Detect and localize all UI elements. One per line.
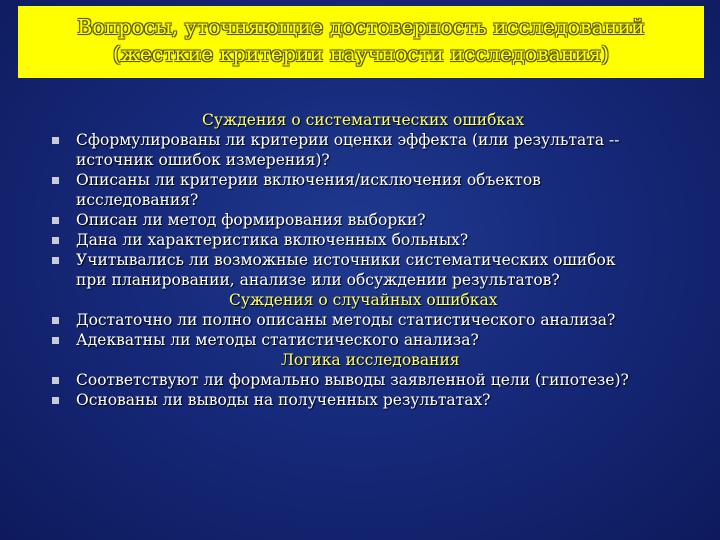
bullet-item [0, 370, 716, 390]
square-bullet-icon [52, 377, 59, 384]
bullet-item-text: Достаточно ли полно описаны методы статистического анализа? [76, 311, 616, 329]
section-heading-systematic [0, 110, 720, 130]
bullet-item [0, 170, 716, 210]
slide-title-line-2: (жесткие критерии научности исследования) [112, 42, 610, 66]
bullet-item [0, 210, 716, 230]
square-bullet-icon [52, 257, 59, 264]
bullet-item [0, 310, 716, 330]
square-bullet-icon [52, 237, 59, 244]
square-bullet-icon [52, 177, 59, 184]
slide-title-line-1: Вопросы, уточняющие достоверность исследований [77, 15, 645, 39]
section-heading-text: Логика исследования [281, 351, 460, 369]
square-bullet-icon [52, 397, 59, 404]
bullet-item-text: Описаны ли критерии включения/исключения объектов [76, 171, 541, 189]
slide-content [0, 110, 720, 410]
square-bullet-icon [52, 137, 59, 144]
square-bullet-icon [52, 317, 59, 324]
title-box [18, 6, 704, 78]
bullet-item-text: Описан ли метод формирования выборки? [76, 211, 426, 229]
bullet-item-text-continued: при планировании, анализе или обсуждении результатов? [76, 271, 560, 289]
bullet-item-text-continued: источник ошибок измерения)? [76, 151, 330, 169]
bullet-item-text-continued: исследования? [76, 191, 199, 209]
bullet-item-text: Сформулированы ли критерии оценки эффекта (или результата -- [76, 131, 620, 149]
square-bullet-icon [52, 217, 59, 224]
bullet-item-text: Основаны ли выводы на полученных результатах? [76, 391, 491, 409]
section-heading-random [0, 290, 720, 310]
section-heading-logic [0, 350, 720, 370]
bullet-item-text: Учитывались ли возможные источники систематических ошибок [76, 251, 616, 269]
bullet-item-text: Адекватны ли методы статистического анализа? [76, 331, 479, 349]
bullet-item [0, 250, 716, 290]
bullet-item-text: Соответствуют ли формально выводы заявленной цели (гипотезе)? [76, 371, 629, 389]
bullet-item [0, 230, 716, 250]
bullet-item [0, 390, 716, 410]
bullet-item-text: Дана ли характеристика включенных больных? [76, 231, 469, 249]
square-bullet-icon [52, 337, 59, 344]
bullet-item [0, 330, 716, 350]
section-heading-text: Суждения о систематических ошибках [202, 111, 525, 129]
section-heading-text: Суждения о случайных ошибках [229, 291, 498, 309]
bullet-item [0, 130, 716, 170]
